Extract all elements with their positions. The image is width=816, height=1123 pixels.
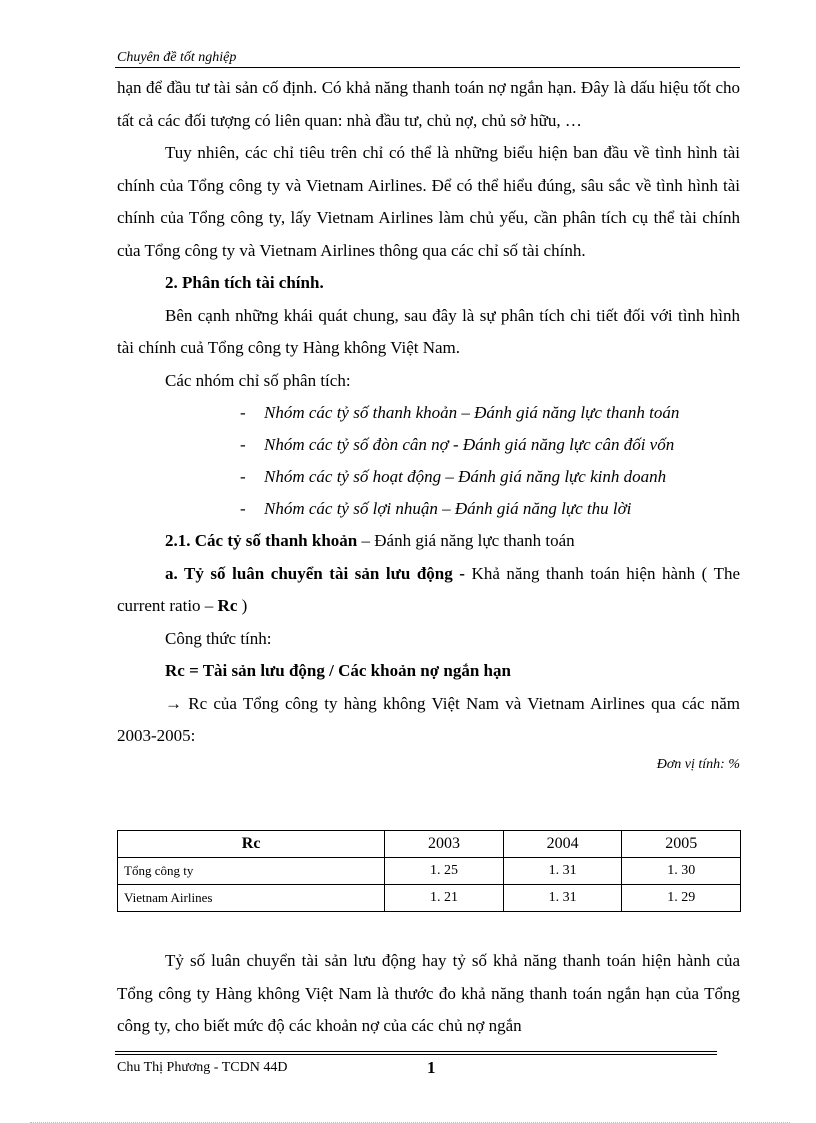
formula: Rc = Tài sản lưu động / Các khoản nợ ngắn hạn [165, 661, 511, 680]
bullet-text: Nhóm các tỷ số lợi nhuận – Đánh giá năng lực thu lời [264, 499, 632, 518]
rc-table [117, 830, 741, 912]
table-header-cell: Rc [118, 831, 385, 858]
table-row [118, 885, 741, 912]
table-cell: 1. 25 [385, 858, 504, 885]
after-table-text [117, 945, 740, 1043]
bullet-text: Nhóm các tỷ số hoạt động – Đánh giá năng lực kinh doanh [264, 467, 667, 486]
body-text [117, 72, 740, 775]
subheading-a-end: ) [237, 596, 248, 615]
table-header-row [118, 831, 741, 858]
bullet-item: - Nhóm các tỷ số hoạt động – Đánh giá năng lực kinh doanh [240, 467, 667, 486]
subheading-a-rest: Khả năng thanh toán hiện hành ( The current ratio – [117, 563, 740, 615]
paragraph-1: hạn để đầu tư tài sản cố định. Có khả năng thanh toán nợ ngắn hạn. Đây là dấu hiệu tốt cho tất cả các đối tượng có liên quan: nhà đầu tư, chủ nợ, chủ sở hữu, … [117, 78, 740, 130]
table-cell-label: Tổng công ty [118, 858, 385, 885]
table-cell: 1. 21 [385, 885, 504, 912]
heading-2-1-rest: – Đánh giá năng lực thanh toán [357, 531, 575, 550]
bullet-item: - Nhóm các tỷ số đòn cân nợ - Đánh giá năng lực cân đối vốn [240, 435, 675, 454]
paragraph-3: Bên cạnh những khái quát chung, sau đây là sự phân tích chi tiết đối với tình hình tài chính cuả Tổng công ty Hàng không Việt Nam. [117, 305, 740, 357]
table-cell: 1. 31 [503, 858, 622, 885]
footer-author: Chu Thị Phương - TCDN 44D [117, 1060, 288, 1075]
subheading-a-bold: a. Tỷ số luân chuyển tài sản lưu động - [165, 563, 472, 583]
heading-2-1-bold: 2.1. Các tỷ số thanh khoản [165, 531, 358, 550]
paragraph-5 [117, 688, 740, 753]
paragraph-4: Các nhóm chỉ số phân tích: [165, 370, 351, 390]
paragraph-5-text: Rc của Tổng công ty hàng không Việt Nam và Vietnam Airlines qua các năm 2003-2005: [117, 693, 740, 745]
table-header-cell: 2003 [385, 831, 504, 858]
table-header-cell: 2004 [503, 831, 622, 858]
table-cell: 1. 31 [503, 885, 622, 912]
unit-label: Đơn vị tính: % [656, 756, 740, 772]
table-row [118, 858, 741, 885]
table-cell-label: Vietnam Airlines [118, 885, 385, 912]
table-header-cell: 2005 [622, 831, 741, 858]
paragraph-2: Tuy nhiên, các chỉ tiêu trên chỉ có thể là những biểu hiện ban đầu về tình hình tài chính của Tổng công ty và Vietnam Airlines. Để có thể hiểu đúng, sâu sắc về tình hình tài chính của Tổng công ty, lấy Vietnam Airlines làm chủ yếu, cần phân tích cụ thể tài chính của Tổng công ty và Vietnam Airlines thông qua các chỉ số tài chính. [117, 143, 740, 260]
table-cell: 1. 29 [622, 885, 741, 912]
formula-label: Công thức tính: [165, 628, 272, 648]
footer-rule [115, 1054, 717, 1055]
bullet-list [117, 397, 740, 525]
section-heading-2: 2. Phân tích tài chính. [165, 273, 324, 292]
paragraph-6: Tỷ số luân chuyển tài sản lưu động hay tỷ số khả năng thanh toán hiện hành của Tổng công ty Hàng không Việt Nam là thước đo khả năng thanh toán ngắn hạn của Tổng công ty, cho biết mức độ các khoản nợ của các chủ nợ ngắn [117, 951, 740, 1035]
bullet-item: - Nhóm các tỷ số lợi nhuận – Đánh giá năng lực thu lời [240, 499, 632, 518]
subheading-a [117, 558, 740, 623]
header-title: Chuyên đề tốt nghiệp [117, 50, 237, 65]
page-number: 1 [427, 1058, 436, 1077]
header-rule [115, 67, 740, 68]
bullet-text: Nhóm các tỷ số đòn cân nợ - Đánh giá năng lực cân đối vốn [264, 435, 675, 454]
footer-rule [115, 1051, 717, 1052]
bullet-item: - Nhóm các tỷ số thanh khoản – Đánh giá năng lực thanh toán [240, 403, 680, 422]
arrow-icon: → [165, 693, 182, 713]
bullet-text: Nhóm các tỷ số thanh khoản – Đánh giá năng lực thanh toán [264, 403, 680, 422]
subheading-a-rc: Rc [217, 596, 238, 615]
section-heading-2-1 [117, 525, 740, 558]
table-cell: 1. 30 [622, 858, 741, 885]
